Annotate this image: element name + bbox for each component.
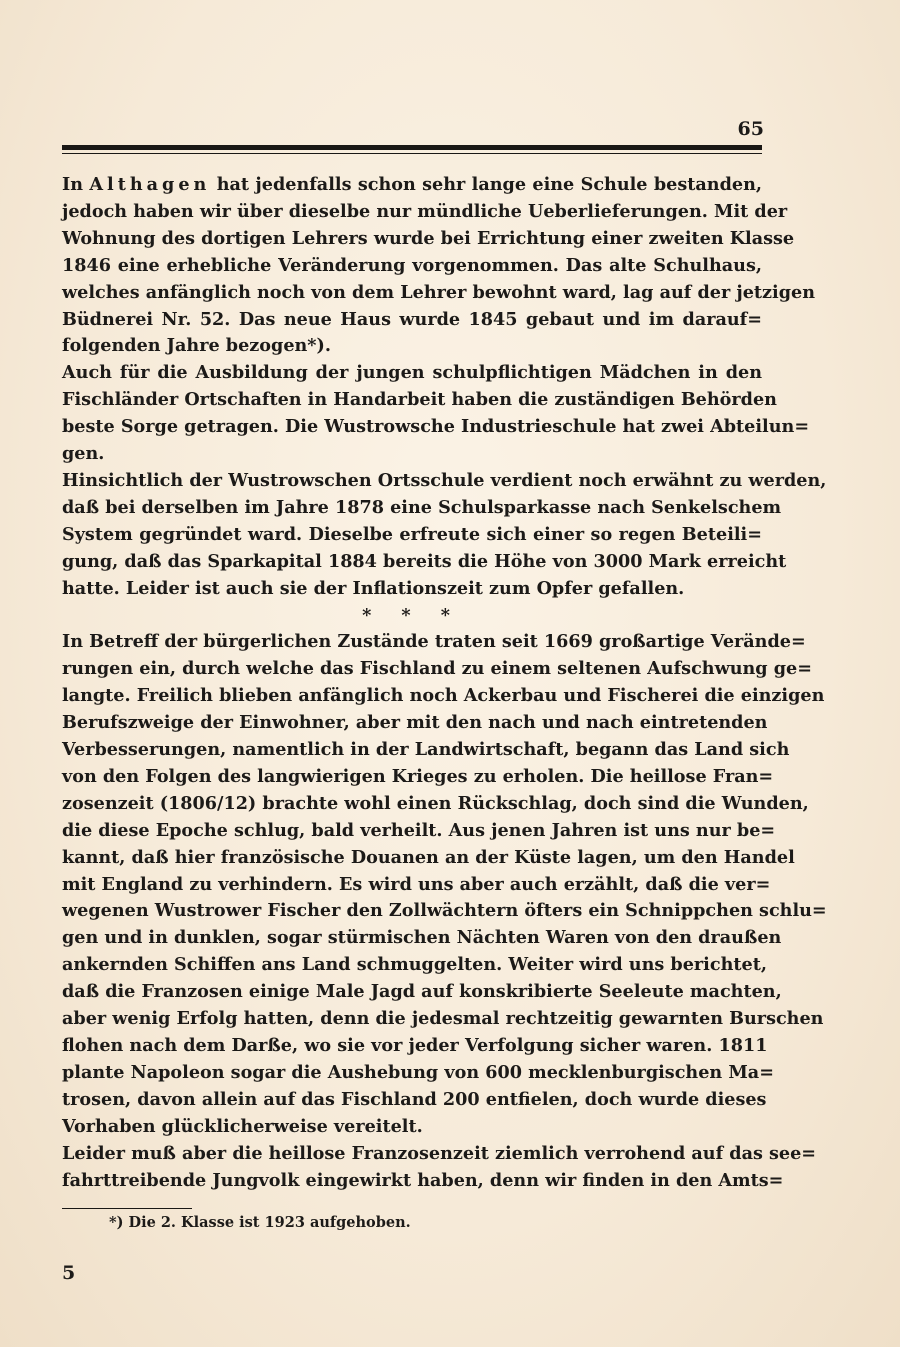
page-number: 65 [737, 118, 764, 140]
text-line: In Althagen hat jedenfalls schon sehr lange eine Schule bestanden, [62, 174, 762, 195]
header-rule [62, 145, 762, 150]
text-line: Verbesserungen, namentlich in der Landwirtschaft, begann das Land sich [62, 739, 790, 761]
body-text [62, 172, 827, 1194]
text-line: System gegründet ward. Dieselbe erfreute sich einer so regen Beteili= [62, 523, 762, 545]
spaced-placename: Althagen [89, 174, 211, 195]
text-line: In Betreff der bürgerlichen Zustände traten seit 1669 großartige Verände= [62, 631, 806, 653]
text-line: folgenden Jahre bezogen*). [62, 335, 331, 357]
text-line: Berufszweige der Einwohner, aber mit den nach und nach eintretenden [62, 712, 768, 734]
text-line: rungen ein, durch welche das Fischland zu einem seltenen Aufschwung ge= [62, 658, 812, 680]
text-line: jedoch haben wir über dieselbe nur mündliche Ueberlieferungen. Mit der [62, 200, 788, 222]
text-line: welches anfänglich noch von dem Lehrer bewohnt ward, lag auf der jetzigen [62, 281, 815, 303]
printer-signature: 5 [62, 1262, 76, 1284]
text-line: Auch für die Ausbildung der jungen schulpflichtigen Mädchen in den [62, 362, 762, 384]
section-separator: * * * [362, 604, 462, 626]
header-rule-thin [62, 153, 762, 154]
footnote: *) Die 2. Klasse ist 1923 aufgehoben. [109, 1214, 411, 1231]
text-line: flohen nach dem Darße, wo sie vor jeder Verfolgung sicher waren. 1811 [62, 1034, 768, 1056]
paragraph [62, 468, 827, 603]
text-line: beste Sorge getragen. Die Wustrowsche Industrieschule hat zwei Abteilun= [62, 416, 810, 438]
text-line: Leider muß aber die heillose Franzosenzeit ziemlich verrohend auf das see= [62, 1142, 817, 1164]
paragraph [62, 1141, 817, 1195]
text-line: Fischländer Ortschaften in Handarbeit haben die zuständigen Behörden [62, 389, 777, 411]
text-line: 1846 eine erhebliche Veränderung vorgenommen. Das alte Schulhaus, [62, 254, 762, 276]
text-line: wegenen Wustrower Fischer den Zollwächtern öfters ein Schnippchen schlu= [62, 900, 827, 922]
text-line: Vorhaben glücklicherweise vereitelt. [62, 1115, 423, 1137]
text-line: von den Folgen des langwierigen Krieges zu erholen. Die heillose Fran= [62, 765, 774, 787]
paragraph [62, 629, 827, 1140]
text-line: Büdnerei Nr. 52. Das neue Haus wurde 1845 gebaut und im darauf= [62, 308, 762, 330]
text-line: Hinsichtlich der Wustrowschen Ortsschule verdient noch erwähnt zu werden, [62, 469, 827, 491]
paragraph [62, 360, 810, 468]
text-line: ankernden Schiffen ans Land schmuggelten. Weiter wird uns berichtet, [62, 954, 767, 976]
text-line: daß bei derselben im Jahre 1878 eine Schulsparkasse nach Senkelschem [62, 496, 782, 518]
text-line: trosen, davon allein auf das Fischland 200 entfielen, doch wurde dieses [62, 1088, 767, 1110]
text-line: daß die Franzosen einige Male Jagd auf konskribierte Seeleute machten, [62, 981, 782, 1003]
text-line: kannt, daß hier französische Douanen an der Küste lagen, um den Handel [62, 846, 795, 868]
text-line: fahrttreibende Jungvolk eingewirkt haben, denn wir finden in den Amts= [62, 1169, 784, 1191]
footnote-rule [62, 1208, 192, 1209]
text-line: plante Napoleon sogar die Aushebung von 600 mecklenburgischen Ma= [62, 1061, 774, 1083]
text-line: Wohnung des dortigen Lehrers wurde bei Errichtung einer zweiten Klasse [62, 227, 795, 249]
text-line: gen. [62, 443, 105, 465]
text-line: aber wenig Erfolg hatten, denn die jedesmal rechtzeitig gewarnten Burschen [62, 1008, 824, 1030]
text-line: die diese Epoche schlug, bald verheilt. Aus jenen Jahren ist uns nur be= [62, 819, 776, 841]
text-line: mit England zu verhindern. Es wird uns aber auch erzählt, daß die ver= [62, 873, 771, 895]
text-line: langte. Freilich blieben anfänglich noch Ackerbau und Fischerei die einzigen [62, 685, 825, 707]
text-line: gen und in dunklen, sogar stürmischen Nächten Waren von den draußen [62, 927, 782, 949]
text-line: gung, daß das Sparkapital 1884 bereits die Höhe von 3000 Mark erreicht [62, 550, 787, 572]
text-line: zosenzeit (1806/12) brachte wohl einen Rückschlag, doch sind die Wunden, [62, 792, 809, 814]
text-line: hatte. Leider ist auch sie der Inflationszeit zum Opfer gefallen. [62, 577, 685, 599]
paragraph [62, 172, 815, 360]
